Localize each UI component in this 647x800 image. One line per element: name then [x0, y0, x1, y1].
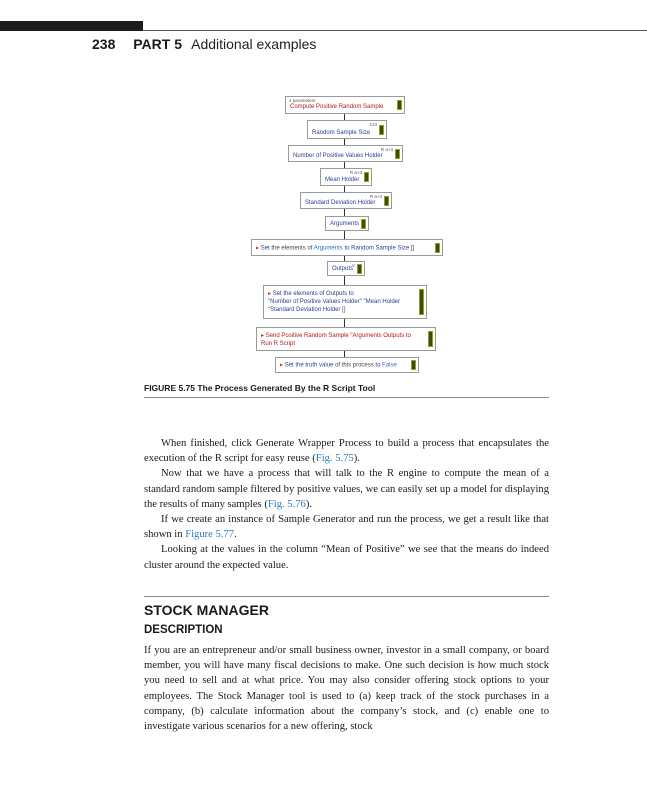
phrase: Set the truth value [284, 362, 334, 369]
node-tag: V [351, 263, 355, 268]
port-icon [419, 289, 424, 315]
section-subheading: DESCRIPTION [144, 624, 223, 636]
part-label: PART 5 [133, 36, 182, 52]
section-rule [144, 596, 549, 597]
phrase: [] [410, 245, 415, 251]
connector [344, 276, 345, 285]
line: "Number of Positive Values Holder" "Mean Holder [268, 299, 401, 305]
phrase: of this process [335, 362, 374, 369]
section-heading: STOCK MANAGER [144, 602, 269, 618]
phrase: False [382, 362, 397, 369]
figure-link[interactable]: Fig. 5.75 [315, 453, 354, 465]
port-icon [397, 100, 402, 110]
figure-caption: FIGURE 5.75 The Process Generated By the R Script Tool [144, 383, 376, 393]
node-label [268, 290, 400, 314]
text: . [234, 529, 237, 541]
port-icon [384, 196, 389, 206]
phrase: Random Sample Size [351, 245, 410, 251]
connector [344, 319, 345, 327]
process-node-set-truth-value[interactable] [275, 357, 419, 373]
node-label [280, 362, 397, 369]
node-label: Mean Holder [325, 177, 360, 183]
text: If we create an instance of Sample Generator and run the process, we get a result like that shown in [144, 514, 549, 541]
port-icon [379, 125, 384, 135]
run-arrow-icon: ▸ [256, 245, 260, 251]
node-label: Arguments [330, 220, 360, 227]
phrase: to [344, 245, 350, 251]
page-number: 238 [92, 36, 116, 52]
process-node-send-run-r-script[interactable] [256, 327, 436, 351]
node-label: Standard Deviation Holder [305, 200, 376, 206]
node-label: Number of Positive Values Holder [293, 153, 383, 159]
figure-link[interactable]: Figure 5.77 [185, 529, 235, 541]
phrase: to [375, 362, 381, 369]
node-label [261, 332, 411, 348]
connector [344, 209, 345, 216]
process-node-number-positive-values-holder[interactable] [288, 145, 403, 162]
node-label: Outputs [332, 265, 354, 272]
part-title: Additional examples [191, 36, 317, 52]
process-node-arguments[interactable] [325, 216, 369, 231]
paragraph [144, 512, 549, 542]
connector [344, 231, 345, 239]
process-node-set-arguments[interactable] [251, 239, 443, 256]
node-tag: R a+3 [349, 170, 362, 175]
node-tag: 123 [369, 122, 377, 127]
paragraph: Looking at the values in the column “Mean of Positive” we see that the means do indeed cluster around the expected value. [144, 544, 549, 571]
process-diagram [0, 0, 647, 390]
text: Now that we have a process that will talk to the R engine to compute the mean of a standard random sample filtered by positive values, we can easily set up a model for displaying the results of many samples ( [144, 468, 549, 510]
node-tag: R a+3 [380, 147, 393, 152]
process-node-mean-holder[interactable] [320, 168, 372, 186]
phrase: the elements of [271, 245, 313, 251]
process-node-set-outputs[interactable] [263, 285, 427, 319]
paragraph: If you are an entrepreneur and/or small business owner, investor in a small company, or board member, you will have many fiscal decisions to make. One such decision is how much stock you need to sell and at what price. You may also consider offering stock options to your employees. The Stock Manager tool is used to (a) keep track of the stock purchases in a company, (b) calculate information about the company’s stock, and (c) enable one to investigate various scenarios for a new offering, stock [144, 645, 549, 733]
caption-rule [144, 397, 549, 398]
port-icon [435, 243, 440, 253]
node-label: Random Sample Size [312, 130, 371, 136]
line: Send Positive Random Sample "Arguments Outputs to [265, 333, 411, 339]
parameter-count: 4 parameters [289, 98, 316, 103]
figure-link[interactable]: Fig. 5.76 [267, 498, 306, 510]
port-icon [361, 219, 366, 229]
process-node-compute-positive-random-sample[interactable] [285, 96, 405, 114]
phrase: Arguments [313, 245, 343, 251]
node-label: Compute Positive Random Sample [290, 104, 384, 110]
port-icon [395, 149, 400, 159]
keyword: Set [260, 245, 270, 251]
paragraph [144, 466, 549, 512]
process-node-random-sample-size[interactable] [307, 120, 387, 139]
run-arrow-icon: ▸ [261, 333, 265, 339]
node-tag: R a+4 [369, 194, 382, 199]
line: Run R Script [261, 341, 296, 347]
line: "Standard Deviation Holder [] [268, 307, 346, 313]
process-node-outputs[interactable] [327, 261, 365, 276]
text: ). [353, 453, 360, 465]
section-body [144, 643, 549, 734]
line: Set the elements of Outputs to [272, 291, 354, 297]
body-text [144, 436, 549, 573]
text: ). [305, 498, 313, 510]
port-icon [364, 172, 369, 182]
run-arrow-icon: ▸ [268, 291, 272, 297]
port-icon [357, 264, 362, 274]
port-icon [411, 360, 416, 370]
process-node-standard-deviation-holder[interactable] [300, 192, 392, 209]
text: When finished, click Generate Wrapper Process to build a process that encapsulates the execution of the R script for easy reuse ( [144, 438, 549, 465]
port-icon [428, 331, 433, 347]
run-arrow-icon: ▸ [280, 362, 284, 369]
node-label [256, 244, 414, 251]
paragraph [144, 436, 549, 466]
